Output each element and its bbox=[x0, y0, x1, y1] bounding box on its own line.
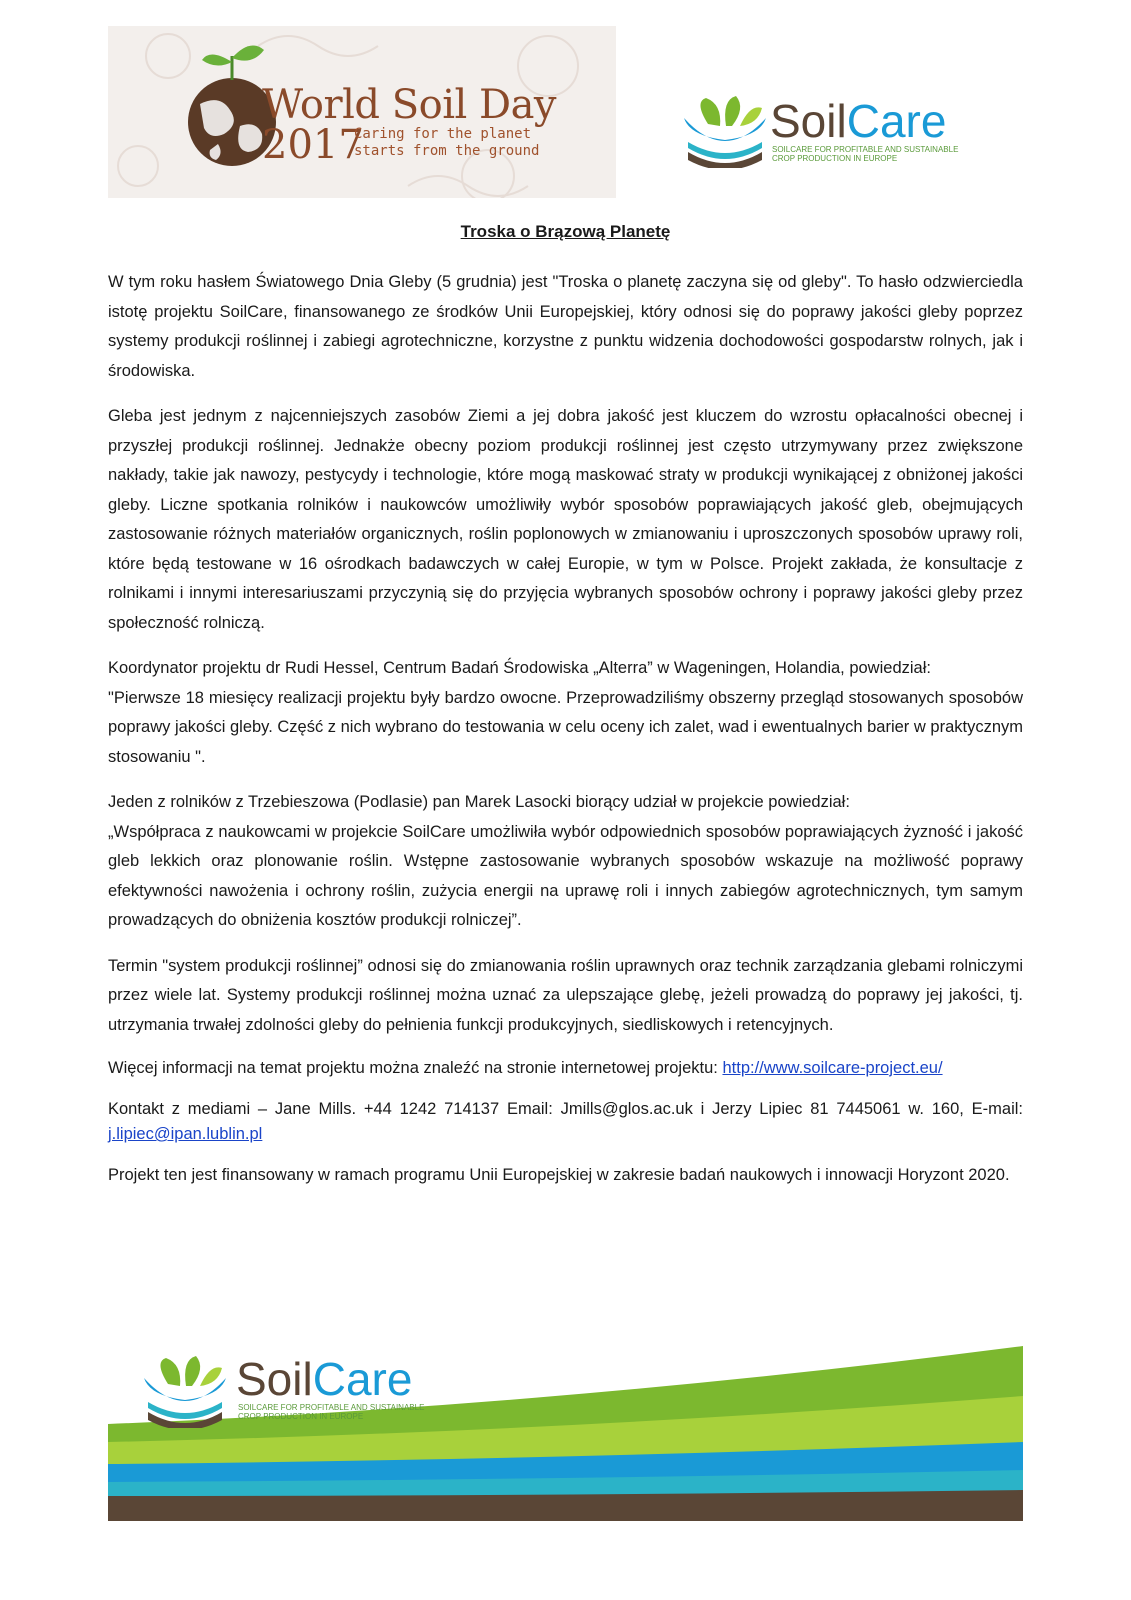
paragraph-5: Termin "system produkcji roślinnej” odnosi się do zmianowania roślin uprawnych oraz technik zarządzania glebami rolniczymi przez wiele lat. Systemy produkcji roślinnej można uznać za ulepszające glebę, jeżeli prowadzą do poprawy jej jakości, tj. utrzymania trwałej zdolności gleby do pełnienia funkcji produkcyjnych, siedliskowych i retencyjnych. bbox=[108, 956, 1023, 1034]
soilcare-emblem-icon bbox=[140, 1356, 230, 1428]
soilcare-wordmark bbox=[236, 1353, 413, 1405]
soilcare-tagline-2: CROP PRODUCTION IN EUROPE bbox=[238, 1412, 364, 1421]
project-website-link[interactable]: http://www.soilcare-project.eu/ bbox=[722, 1059, 943, 1077]
document-title: Troska o Brązową Planetę bbox=[460, 222, 671, 241]
paragraph-8: Projekt ten jest finansowany w ramach programu Unii Europejskiej w zakresie badań naukowych i innowacji Horyzont 2020. bbox=[108, 1166, 1010, 1184]
paragraph-2: Gleba jest jednym z najcenniejszych zasobów Ziemi a jej dobra jakość jest kluczem do wzrostu opłacalności obecnej i przyszłej produkcji roślinnej. Jednakże obecny poziom produkcji roślinnej jest często utrzymywany przez zwiększone nakłady, takie jak nawozy, pestycydy i technologie, które mogą maskować straty w produkcji wynikającej z obniżonej jakości gleby. Liczne spotkania rolników i naukowców umożliwiły wybór sposobów poprawiających jakość gleb, obejmujących zastosowanie różnych materiałów organicznych, roślin poplonowych w zmianowaniu i uproszczonych sposobów uprawy roli, które będą testowane w 16 ośrodkach badawczych w całej Europie, w tym w Polsce. Projekt zakłada, że konsultacje z rolnikami i innymi interesariuszami przyczynią się do przyjęcia wybranych sposobów ochrony i poprawy jakości gleby przez społeczność rolniczą. bbox=[108, 407, 1023, 632]
world-soil-day-tagline-2: starts from the ground bbox=[354, 143, 540, 159]
paragraph-3-quote: "Pierwsze 18 miesięcy realizacji projektu były bardzo owocne. Przeprowadziliśmy obszerny przegląd stosowanych sposobów poprawy jakości gleby. Część z nich wybrano do testowania w celu oceny ich zalet, wad i ewentualnych barier w praktycznym stosowaniu ". bbox=[108, 688, 1023, 766]
paragraph-6-text: Więcej informacji na temat projektu można znaleźć na stronie internetowej projektu: bbox=[108, 1059, 723, 1077]
soilcare-tagline-1: SOILCARE FOR PROFITABLE AND SUSTAINABLE bbox=[772, 145, 959, 154]
world-soil-day-title: World Soil Day bbox=[262, 82, 557, 128]
paragraph-7 bbox=[108, 1097, 1023, 1147]
soilcare-wordmark-soil: Soil bbox=[770, 95, 847, 147]
paragraph-4-intro: Jeden z rolników z Trzebieszowa (Podlasie) pan Marek Lasocki biorący udział w projekcie powiedział: bbox=[108, 793, 850, 811]
soilcare-wordmark-care: Care bbox=[312, 1353, 413, 1405]
contact-email-link[interactable]: j.lipiec@ipan.lublin.pl bbox=[108, 1125, 263, 1143]
document-body bbox=[108, 268, 1023, 1204]
soilcare-logo-header bbox=[680, 96, 980, 168]
soilcare-tagline-2: CROP PRODUCTION IN EUROPE bbox=[772, 154, 898, 163]
paragraph-3 bbox=[108, 654, 1023, 772]
paragraph-4 bbox=[108, 788, 1023, 936]
soilcare-logo-footer bbox=[140, 1353, 450, 1428]
soilcare-tagline-1: SOILCARE FOR PROFITABLE AND SUSTAINABLE bbox=[238, 1403, 425, 1412]
paragraph-4-quote: „Współpraca z naukowcami w projekcie SoilCare umożliwiła wybór odpowiednich sposobów poprawiających żyzność i jakość gleb lekkich oraz plonowanie roślin. Wstępne zastosowanie wybranych sposobów wskazuje na możliwość poprawy efektywności nawożenia i ochrony roślin, zużycia energii na uprawę roli i innych zabiegów agrotechnicznych, tym samym prowadzących do obniżenia kosztów produkcji rolniczej”. bbox=[108, 822, 1023, 929]
soilcare-wordmark-care: Care bbox=[846, 95, 947, 147]
paragraph-6 bbox=[108, 1056, 1023, 1081]
soilcare-emblem-icon bbox=[680, 96, 770, 168]
world-soil-day-year: 2017 bbox=[262, 122, 364, 168]
paragraph-1: W tym roku hasłem Światowego Dnia Gleby (5 grudnia) jest "Troska o planetę zaczyna się od gleby". To hasło odzwierciedla istotę projektu SoilCare, finansowanego ze środków Unii Europejskiej, który odnosi się do poprawy jakości gleby poprzez systemy produkcji roślinnej i zabiegi agrotechniczne, korzystne z punktu widzenia dochodowości gospodarstw rolnych, jak i środowiska. bbox=[108, 273, 1023, 380]
soilcare-wordmark-soil: Soil bbox=[236, 1353, 313, 1405]
paragraph-7-text: Kontakt z mediami – Jane Mills. +44 1242 714137 Email: Jmills@glos.ac.uk i Jerzy Lipiec 81 7445061 w. 160, E-mail: bbox=[108, 1100, 1023, 1118]
paragraph-3-intro: Koordynator projektu dr Rudi Hessel, Centrum Badań Środowiska „Alterra” w Wageningen, Holandia, powiedział: bbox=[108, 659, 931, 677]
soilcare-wordmark bbox=[770, 95, 947, 147]
world-soil-day-tagline-1: Caring for the planet bbox=[354, 126, 532, 142]
world-soil-day-banner bbox=[108, 26, 616, 198]
